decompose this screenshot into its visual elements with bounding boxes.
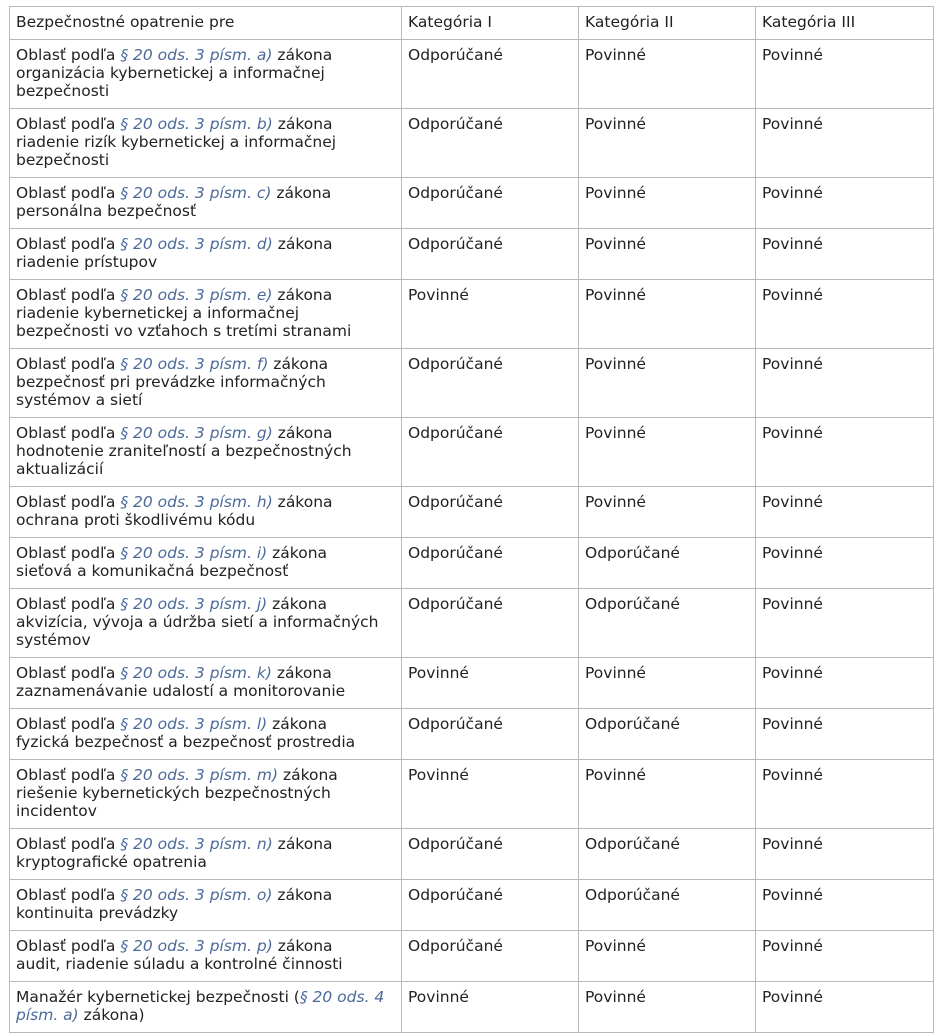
category-1-value: Odporúčané <box>402 709 579 760</box>
category-1-value: Odporúčané <box>402 40 579 109</box>
table-row-manager <box>10 982 934 1033</box>
category-2-value: Povinné <box>579 760 756 829</box>
category-1-value: Odporúčané <box>402 178 579 229</box>
category-1-value: Povinné <box>402 280 579 349</box>
category-1-value: Odporúčané <box>402 538 579 589</box>
table-row <box>10 658 934 709</box>
measure-cell: Oblasť podľa § 20 ods. 3 písm. a) zákona organizácia kybernetickej a informačnej bezpečnosti <box>10 40 402 109</box>
measure-description: personálna bezpečnosť <box>16 202 197 220</box>
table-row <box>10 229 934 280</box>
category-3-value: Povinné <box>756 418 934 487</box>
measure-cell: Oblasť podľa § 20 ods. 3 písm. m) zákona riešenie kybernetických bezpečnostných incidentov <box>10 760 402 829</box>
category-1-value: Odporúčané <box>402 880 579 931</box>
measure-cell: Manažér kybernetickej bezpečnosti (§ 20 ods. 4 písm. a) zákona) <box>10 982 402 1033</box>
measure-description: riadenie kybernetickej a informačnej bezpečnosti vo vzťahoch s tretími stranami <box>16 304 352 340</box>
table-row <box>10 109 934 178</box>
table-row <box>10 760 934 829</box>
category-3-value: Povinné <box>756 760 934 829</box>
measure-cell: Oblasť podľa § 20 ods. 3 písm. f) zákona bezpečnosť pri prevádzke informačných systémov a sietí <box>10 349 402 418</box>
category-3-value: Povinné <box>756 658 934 709</box>
measure-cell: Oblasť podľa § 20 ods. 3 písm. h) zákona ochrana proti škodlivému kódu <box>10 487 402 538</box>
measure-description: ochrana proti škodlivému kódu <box>16 511 256 529</box>
law-reference-link[interactable]: § 20 ods. 3 písm. f) <box>120 355 269 373</box>
category-2-value: Povinné <box>579 487 756 538</box>
measure-description: riadenie rizík kybernetickej a informačnej bezpečnosti <box>16 133 337 169</box>
table-row <box>10 40 934 109</box>
table-row <box>10 829 934 880</box>
category-2-value: Povinné <box>579 349 756 418</box>
table-row <box>10 280 934 349</box>
category-2-value: Povinné <box>579 40 756 109</box>
category-2-value: Odporúčané <box>579 589 756 658</box>
category-3-value: Povinné <box>756 229 934 280</box>
law-reference-link[interactable]: § 20 ods. 3 písm. a) <box>120 46 273 64</box>
law-reference-link[interactable]: § 20 ods. 3 písm. k) <box>120 664 272 682</box>
category-1-value: Odporúčané <box>402 931 579 982</box>
measure-cell: Oblasť podľa § 20 ods. 3 písm. c) zákona personálna bezpečnosť <box>10 178 402 229</box>
category-3-value: Povinné <box>756 109 934 178</box>
measure-cell: Oblasť podľa § 20 ods. 3 písm. d) zákona riadenie prístupov <box>10 229 402 280</box>
category-2-value: Odporúčané <box>579 538 756 589</box>
measure-cell: Oblasť podľa § 20 ods. 3 písm. e) zákona riadenie kybernetickej a informačnej bezpečnosti vo vzťahoch s tretími stranami <box>10 280 402 349</box>
category-3-value: Povinné <box>756 280 934 349</box>
law-reference-link[interactable]: § 20 ods. 3 písm. m) <box>120 766 279 784</box>
category-3-value: Povinné <box>756 880 934 931</box>
category-1-value: Odporúčané <box>402 829 579 880</box>
law-reference-link[interactable]: § 20 ods. 3 písm. j) <box>120 595 268 613</box>
measure-description: riešenie kybernetických bezpečnostných incidentov <box>16 784 331 820</box>
measure-description: organizácia kybernetickej a informačnej bezpečnosti <box>16 64 325 100</box>
law-reference-link[interactable]: § 20 ods. 3 písm. g) <box>120 424 273 442</box>
law-reference-link[interactable]: § 20 ods. 3 písm. o) <box>120 886 273 904</box>
measure-description: riadenie prístupov <box>16 253 158 271</box>
law-reference-link[interactable]: § 20 ods. 3 písm. l) <box>120 715 268 733</box>
law-reference-link[interactable]: § 20 ods. 3 písm. i) <box>120 544 268 562</box>
measure-cell: Oblasť podľa § 20 ods. 3 písm. b) zákona riadenie rizík kybernetickej a informačnej bezpečnosti <box>10 109 402 178</box>
measure-cell: Oblasť podľa § 20 ods. 3 písm. j) zákona akvizícia, vývoja a údržba sietí a informačných systémov <box>10 589 402 658</box>
category-2-value: Povinné <box>579 658 756 709</box>
category-2-value: Povinné <box>579 418 756 487</box>
category-2-value: Odporúčané <box>579 829 756 880</box>
table-row <box>10 880 934 931</box>
table-row <box>10 931 934 982</box>
header-category-1: Kategória I <box>402 7 579 40</box>
category-1-value: Odporúčané <box>402 349 579 418</box>
measure-cell: Oblasť podľa § 20 ods. 3 písm. l) zákona fyzická bezpečnosť a bezpečnosť prostredia <box>10 709 402 760</box>
header-measure: Bezpečnostné opatrenie pre <box>10 7 402 40</box>
category-3-value: Povinné <box>756 829 934 880</box>
category-2-value: Povinné <box>579 982 756 1033</box>
law-reference-link[interactable]: § 20 ods. 4 písm. a) <box>16 988 385 1024</box>
table-row <box>10 709 934 760</box>
category-3-value: Povinné <box>756 709 934 760</box>
category-2-value: Odporúčané <box>579 880 756 931</box>
law-reference-link[interactable]: § 20 ods. 3 písm. b) <box>120 115 273 133</box>
law-reference-link[interactable]: § 20 ods. 3 písm. p) <box>120 937 273 955</box>
category-3-value: Povinné <box>756 178 934 229</box>
category-3-value: Povinné <box>756 931 934 982</box>
measure-description: zaznamenávanie udalostí a monitorovanie <box>16 682 346 700</box>
measure-description: kryptografické opatrenia <box>16 853 207 871</box>
table-header-row <box>10 7 934 40</box>
category-1-value: Odporúčané <box>402 229 579 280</box>
category-3-value: Povinné <box>756 589 934 658</box>
measure-description: akvizícia, vývoja a údržba sietí a informačných systémov <box>16 613 379 649</box>
category-3-value: Povinné <box>756 40 934 109</box>
category-1-value: Povinné <box>402 760 579 829</box>
category-1-value: Odporúčané <box>402 589 579 658</box>
measure-cell: Oblasť podľa § 20 ods. 3 písm. p) zákona audit, riadenie súladu a kontrolné činnosti <box>10 931 402 982</box>
category-1-value: Povinné <box>402 658 579 709</box>
measure-description: kontinuita prevádzky <box>16 904 179 922</box>
law-reference-link[interactable]: § 20 ods. 3 písm. h) <box>120 493 273 511</box>
category-1-value: Odporúčané <box>402 109 579 178</box>
category-2-value: Povinné <box>579 109 756 178</box>
table-row <box>10 538 934 589</box>
measure-description: hodnotenie zraniteľností a bezpečnostných aktualizácií <box>16 442 352 478</box>
category-2-value: Povinné <box>579 931 756 982</box>
measure-description: bezpečnosť pri prevádzke informačných systémov a sietí <box>16 373 326 409</box>
category-1-value: Odporúčané <box>402 487 579 538</box>
header-category-2: Kategória II <box>579 7 756 40</box>
measure-cell: Oblasť podľa § 20 ods. 3 písm. g) zákona hodnotenie zraniteľností a bezpečnostných aktualizácií <box>10 418 402 487</box>
law-reference-link[interactable]: § 20 ods. 3 písm. e) <box>120 286 273 304</box>
measure-description: sieťová a komunikačná bezpečnosť <box>16 562 289 580</box>
measure-cell: Oblasť podľa § 20 ods. 3 písm. o) zákona kontinuita prevádzky <box>10 880 402 931</box>
law-reference-link[interactable]: § 20 ods. 3 písm. d) <box>120 235 273 253</box>
category-2-value: Odporúčané <box>579 709 756 760</box>
measure-cell: Oblasť podľa § 20 ods. 3 písm. n) zákona kryptografické opatrenia <box>10 829 402 880</box>
header-category-3: Kategória III <box>756 7 934 40</box>
measure-description: audit, riadenie súladu a kontrolné činnosti <box>16 955 343 973</box>
category-3-value: Povinné <box>756 487 934 538</box>
law-reference-link[interactable]: § 20 ods. 3 písm. n) <box>120 835 273 853</box>
category-2-value: Povinné <box>579 229 756 280</box>
category-3-value: Povinné <box>756 349 934 418</box>
law-reference-link[interactable]: § 20 ods. 3 písm. c) <box>120 184 272 202</box>
table-row <box>10 349 934 418</box>
measure-description: fyzická bezpečnosť a bezpečnosť prostredia <box>16 733 356 751</box>
table-row <box>10 589 934 658</box>
security-measures-table <box>9 6 934 1033</box>
category-1-value: Odporúčané <box>402 418 579 487</box>
table-row <box>10 418 934 487</box>
table-row <box>10 487 934 538</box>
category-3-value: Povinné <box>756 538 934 589</box>
measure-cell: Oblasť podľa § 20 ods. 3 písm. k) zákona zaznamenávanie udalostí a monitorovanie <box>10 658 402 709</box>
category-1-value: Povinné <box>402 982 579 1033</box>
measure-cell: Oblasť podľa § 20 ods. 3 písm. i) zákona sieťová a komunikačná bezpečnosť <box>10 538 402 589</box>
category-2-value: Povinné <box>579 178 756 229</box>
category-2-value: Povinné <box>579 280 756 349</box>
category-3-value: Povinné <box>756 982 934 1033</box>
table-row <box>10 178 934 229</box>
